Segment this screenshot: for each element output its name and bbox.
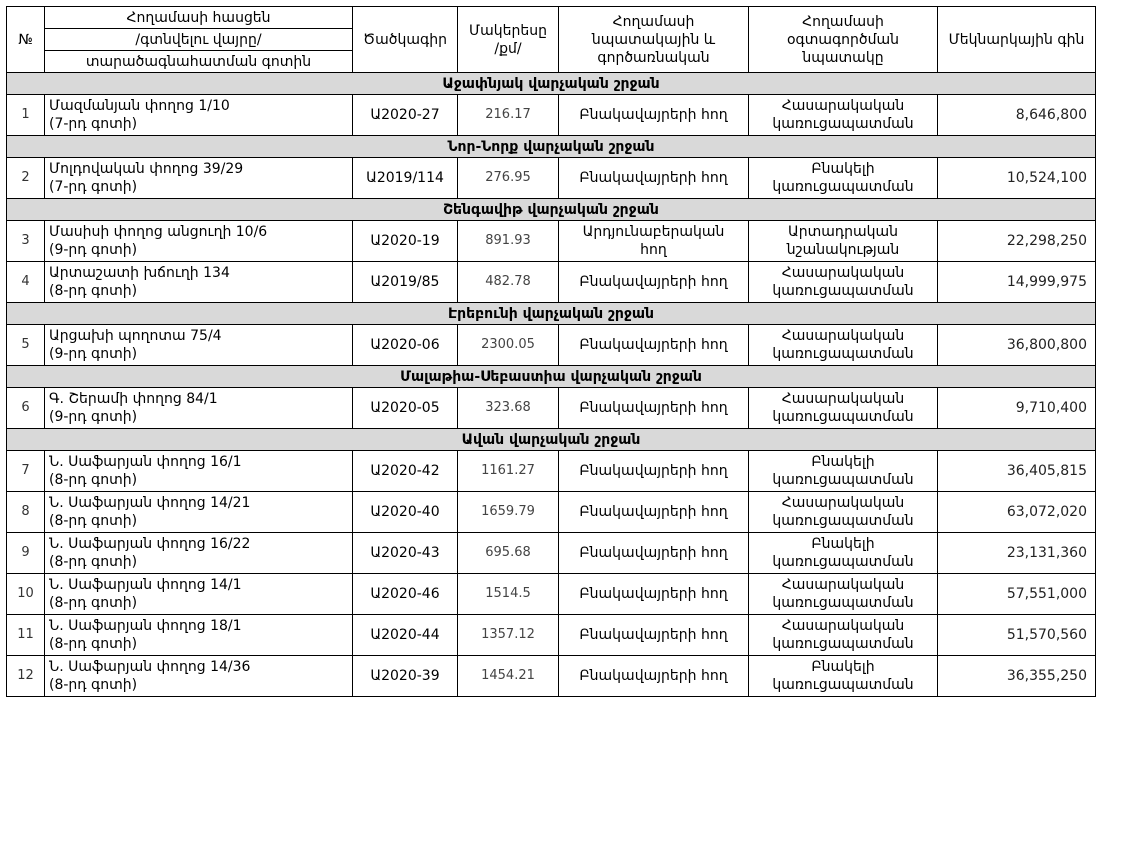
zone-text: (7-րդ գոտի) bbox=[49, 179, 138, 195]
use-text-2: կառուցապատման bbox=[772, 283, 914, 299]
address-text: Ն. Սաֆարյան փողոց 14/36 bbox=[49, 659, 251, 675]
zone-text: (9-րդ գոտի) bbox=[49, 242, 138, 258]
cell-code: Ա2020-40 bbox=[353, 492, 458, 533]
section-header-row bbox=[7, 136, 1096, 158]
cell-use bbox=[749, 388, 938, 429]
table-row bbox=[7, 388, 1096, 429]
section-title: Նոր-Նորք վարչական շրջան bbox=[7, 136, 1096, 158]
cell-use bbox=[749, 262, 938, 303]
cell-price: 23,131,360 bbox=[938, 533, 1096, 574]
cell-use bbox=[749, 95, 938, 136]
cell-price: 10,524,100 bbox=[938, 158, 1096, 199]
cell-code: Ա2020-43 bbox=[353, 533, 458, 574]
table-row bbox=[7, 574, 1096, 615]
zone-text: (8-րդ գոտի) bbox=[49, 554, 138, 570]
cell-use bbox=[749, 158, 938, 199]
address-text: Մազմանյան փողոց 1/10 bbox=[49, 98, 230, 114]
cell-use bbox=[749, 574, 938, 615]
cell-purpose bbox=[559, 221, 749, 262]
table-row bbox=[7, 451, 1096, 492]
address-text: Ն. Սաֆարյան փողոց 16/1 bbox=[49, 454, 242, 470]
zone-text: (8-րդ գոտի) bbox=[49, 472, 138, 488]
cell-address bbox=[45, 656, 353, 697]
cell-purpose bbox=[559, 388, 749, 429]
table-row bbox=[7, 158, 1096, 199]
cell-area: 891.93 bbox=[458, 221, 559, 262]
cell-num: 4 bbox=[7, 262, 45, 303]
cell-area: 695.68 bbox=[458, 533, 559, 574]
cell-price: 51,570,560 bbox=[938, 615, 1096, 656]
table-row bbox=[7, 656, 1096, 697]
use-text-1: Հասարակական bbox=[781, 495, 905, 511]
cell-address bbox=[45, 262, 353, 303]
cell-purpose bbox=[559, 451, 749, 492]
cell-address bbox=[45, 95, 353, 136]
address-text: Արտաշատի խճուղի 134 bbox=[49, 265, 230, 281]
purpose-text: Բնակավայրերի հող bbox=[579, 400, 728, 416]
zone-text: (9-րդ գոտի) bbox=[49, 409, 138, 425]
purpose-text: Բնակավայրերի հող bbox=[579, 337, 728, 353]
cell-purpose bbox=[559, 533, 749, 574]
section-title: Ավան վարչական շրջան bbox=[7, 429, 1096, 451]
header-area bbox=[458, 7, 559, 73]
use-text-1: Հասարակական bbox=[781, 98, 905, 114]
use-text-2: կառուցապատման bbox=[772, 513, 914, 529]
use-text-2: կառուցապատման bbox=[772, 409, 914, 425]
section-title: Էրեբունի վարչական շրջան bbox=[7, 303, 1096, 325]
cell-num: 9 bbox=[7, 533, 45, 574]
use-text-2: կառուցապատման bbox=[772, 346, 914, 362]
section-header-row bbox=[7, 366, 1096, 388]
cell-area: 216.17 bbox=[458, 95, 559, 136]
cell-price: 57,551,000 bbox=[938, 574, 1096, 615]
use-text-2: կառուցապատման bbox=[772, 554, 914, 570]
cell-price: 36,355,250 bbox=[938, 656, 1096, 697]
use-text-1: Արտադրական bbox=[787, 224, 899, 240]
use-text-1: Հասարակական bbox=[781, 265, 905, 281]
section-header-row bbox=[7, 303, 1096, 325]
cell-price: 36,405,815 bbox=[938, 451, 1096, 492]
cell-code: Ա2020-05 bbox=[353, 388, 458, 429]
cell-code: Ա2020-42 bbox=[353, 451, 458, 492]
cell-price: 14,999,975 bbox=[938, 262, 1096, 303]
table-row bbox=[7, 95, 1096, 136]
cell-use bbox=[749, 221, 938, 262]
cell-purpose bbox=[559, 574, 749, 615]
cell-num: 2 bbox=[7, 158, 45, 199]
cell-area: 276.95 bbox=[458, 158, 559, 199]
table-row bbox=[7, 325, 1096, 366]
cell-use bbox=[749, 325, 938, 366]
land-auction-table bbox=[6, 6, 1096, 697]
purpose-text: Բնակավայրերի հող bbox=[579, 504, 728, 520]
cell-address bbox=[45, 574, 353, 615]
use-text-1: Հասարակական bbox=[781, 618, 905, 634]
header-address-line1: Հողամասի հասցեն bbox=[45, 7, 353, 29]
cell-num: 11 bbox=[7, 615, 45, 656]
zone-text: (9-րդ գոտի) bbox=[49, 346, 138, 362]
cell-address bbox=[45, 451, 353, 492]
header-use-line3: նպատակը bbox=[802, 49, 884, 66]
zone-text: (8-րդ գոտի) bbox=[49, 513, 138, 529]
cell-num: 3 bbox=[7, 221, 45, 262]
use-text-2: կառուցապատման bbox=[772, 179, 914, 195]
cell-purpose bbox=[559, 615, 749, 656]
cell-address bbox=[45, 615, 353, 656]
cell-area: 1514.5 bbox=[458, 574, 559, 615]
header-area-line1: Մակերեսը bbox=[469, 22, 547, 39]
cell-code: Ա2019/85 bbox=[353, 262, 458, 303]
header-address-line3: տարածագնահատման գոտին bbox=[45, 51, 353, 73]
use-text-1: Հասարակական bbox=[781, 391, 905, 407]
purpose-text: Բնակավայրերի հող bbox=[579, 274, 728, 290]
cell-price: 63,072,020 bbox=[938, 492, 1096, 533]
header-code: Ծածկագիր bbox=[353, 7, 458, 73]
cell-area: 1357.12 bbox=[458, 615, 559, 656]
header-address-line2: /գտնվելու վայրը/ bbox=[45, 29, 353, 51]
use-text-2: կառուցապատման bbox=[772, 677, 914, 693]
use-text-2: կառուցապատման bbox=[772, 472, 914, 488]
use-text-1: Հասարակական bbox=[781, 328, 905, 344]
cell-num: 1 bbox=[7, 95, 45, 136]
cell-num: 5 bbox=[7, 325, 45, 366]
cell-code: Ա2020-06 bbox=[353, 325, 458, 366]
cell-purpose bbox=[559, 656, 749, 697]
cell-purpose bbox=[559, 262, 749, 303]
use-text-2: նշանակության bbox=[786, 242, 900, 258]
cell-purpose bbox=[559, 325, 749, 366]
address-text: Ն. Սաֆարյան փողոց 16/22 bbox=[49, 536, 251, 552]
use-text-2: կառուցապատման bbox=[772, 636, 914, 652]
cell-area: 1454.21 bbox=[458, 656, 559, 697]
use-text-1: Բնակելի bbox=[811, 659, 875, 675]
header-use-line1: Հողամասի bbox=[802, 13, 884, 30]
cell-address bbox=[45, 158, 353, 199]
purpose-text: Բնակավայրերի հող bbox=[579, 545, 728, 561]
cell-area: 1161.27 bbox=[458, 451, 559, 492]
table-row bbox=[7, 615, 1096, 656]
zone-text: (8-րդ գոտի) bbox=[49, 677, 138, 693]
section-header-row bbox=[7, 73, 1096, 95]
purpose-text-2: հող bbox=[640, 242, 667, 258]
purpose-text: Արդյունաբերական bbox=[582, 224, 725, 240]
cell-code: Ա2019/114 bbox=[353, 158, 458, 199]
cell-price: 36,800,800 bbox=[938, 325, 1096, 366]
purpose-text: Բնակավայրերի հող bbox=[579, 463, 728, 479]
header-area-line2: /քմ/ bbox=[494, 40, 522, 57]
cell-address bbox=[45, 388, 353, 429]
header-purpose-line1: Հողամասի bbox=[612, 13, 695, 30]
cell-code: Ա2020-46 bbox=[353, 574, 458, 615]
cell-num: 10 bbox=[7, 574, 45, 615]
cell-address bbox=[45, 221, 353, 262]
cell-use bbox=[749, 615, 938, 656]
cell-area: 482.78 bbox=[458, 262, 559, 303]
use-text-1: Բնակելի bbox=[811, 454, 875, 470]
cell-address bbox=[45, 492, 353, 533]
cell-code: Ա2020-44 bbox=[353, 615, 458, 656]
zone-text: (8-րդ գոտի) bbox=[49, 595, 138, 611]
use-text-2: կառուցապատման bbox=[772, 595, 914, 611]
header-purpose-line2: նպատակային և bbox=[591, 31, 716, 48]
zone-text: (8-րդ գոտի) bbox=[49, 283, 138, 299]
section-header-row bbox=[7, 429, 1096, 451]
use-text-1: Հասարակական bbox=[781, 577, 905, 593]
cell-price: 8,646,800 bbox=[938, 95, 1096, 136]
section-title: Աջափնյակ վարչական շրջան bbox=[7, 73, 1096, 95]
use-text-2: կառուցապատման bbox=[772, 116, 914, 132]
cell-purpose bbox=[559, 158, 749, 199]
cell-code: Ա2020-39 bbox=[353, 656, 458, 697]
address-text: Ն. Սաֆարյան փողոց 14/1 bbox=[49, 577, 242, 593]
address-text: Արցախի պողոտա 75/4 bbox=[49, 328, 222, 344]
cell-use bbox=[749, 492, 938, 533]
header-price: Մեկնարկային գին bbox=[938, 7, 1096, 73]
cell-use bbox=[749, 451, 938, 492]
address-text: Գ. Շերամի փողոց 84/1 bbox=[49, 391, 218, 407]
cell-address bbox=[45, 325, 353, 366]
purpose-text: Բնակավայրերի հող bbox=[579, 586, 728, 602]
header-purpose-line3: գործառնական bbox=[597, 49, 710, 66]
header-num: № bbox=[7, 7, 45, 73]
section-title: Շենգավիթ վարչական շրջան bbox=[7, 199, 1096, 221]
cell-num: 8 bbox=[7, 492, 45, 533]
header-purpose bbox=[559, 7, 749, 73]
purpose-text: Բնակավայրերի հող bbox=[579, 668, 728, 684]
cell-num: 6 bbox=[7, 388, 45, 429]
address-text: Մասիսի փողոց անցուղի 10/6 bbox=[49, 224, 268, 240]
zone-text: (7-րդ գոտի) bbox=[49, 116, 138, 132]
section-title: Մալաթիա-Սեբաստիա վարչական շրջան bbox=[7, 366, 1096, 388]
header-row bbox=[7, 7, 1096, 29]
table-row bbox=[7, 533, 1096, 574]
table-row bbox=[7, 492, 1096, 533]
address-text: Ն. Սաֆարյան փողոց 18/1 bbox=[49, 618, 242, 634]
cell-num: 7 bbox=[7, 451, 45, 492]
use-text-1: Բնակելի bbox=[811, 536, 875, 552]
header-use-line2: օգտագործման bbox=[786, 31, 900, 48]
cell-area: 323.68 bbox=[458, 388, 559, 429]
purpose-text: Բնակավայրերի հող bbox=[579, 627, 728, 643]
header-use bbox=[749, 7, 938, 73]
purpose-text: Բնակավայրերի հող bbox=[579, 170, 728, 186]
cell-area: 1659.79 bbox=[458, 492, 559, 533]
use-text-1: Բնակելի bbox=[811, 161, 875, 177]
address-text: Մոլդովական փողոց 39/29 bbox=[49, 161, 244, 177]
table-row bbox=[7, 262, 1096, 303]
cell-use bbox=[749, 656, 938, 697]
cell-code: Ա2020-19 bbox=[353, 221, 458, 262]
cell-price: 22,298,250 bbox=[938, 221, 1096, 262]
cell-purpose bbox=[559, 95, 749, 136]
cell-price: 9,710,400 bbox=[938, 388, 1096, 429]
cell-use bbox=[749, 533, 938, 574]
zone-text: (8-րդ գոտի) bbox=[49, 636, 138, 652]
cell-code: Ա2020-27 bbox=[353, 95, 458, 136]
section-header-row bbox=[7, 199, 1096, 221]
cell-purpose bbox=[559, 492, 749, 533]
table-row bbox=[7, 221, 1096, 262]
cell-address bbox=[45, 533, 353, 574]
cell-num: 12 bbox=[7, 656, 45, 697]
purpose-text: Բնակավայրերի հող bbox=[579, 107, 728, 123]
cell-area: 2300.05 bbox=[458, 325, 559, 366]
address-text: Ն. Սաֆարյան փողոց 14/21 bbox=[49, 495, 251, 511]
